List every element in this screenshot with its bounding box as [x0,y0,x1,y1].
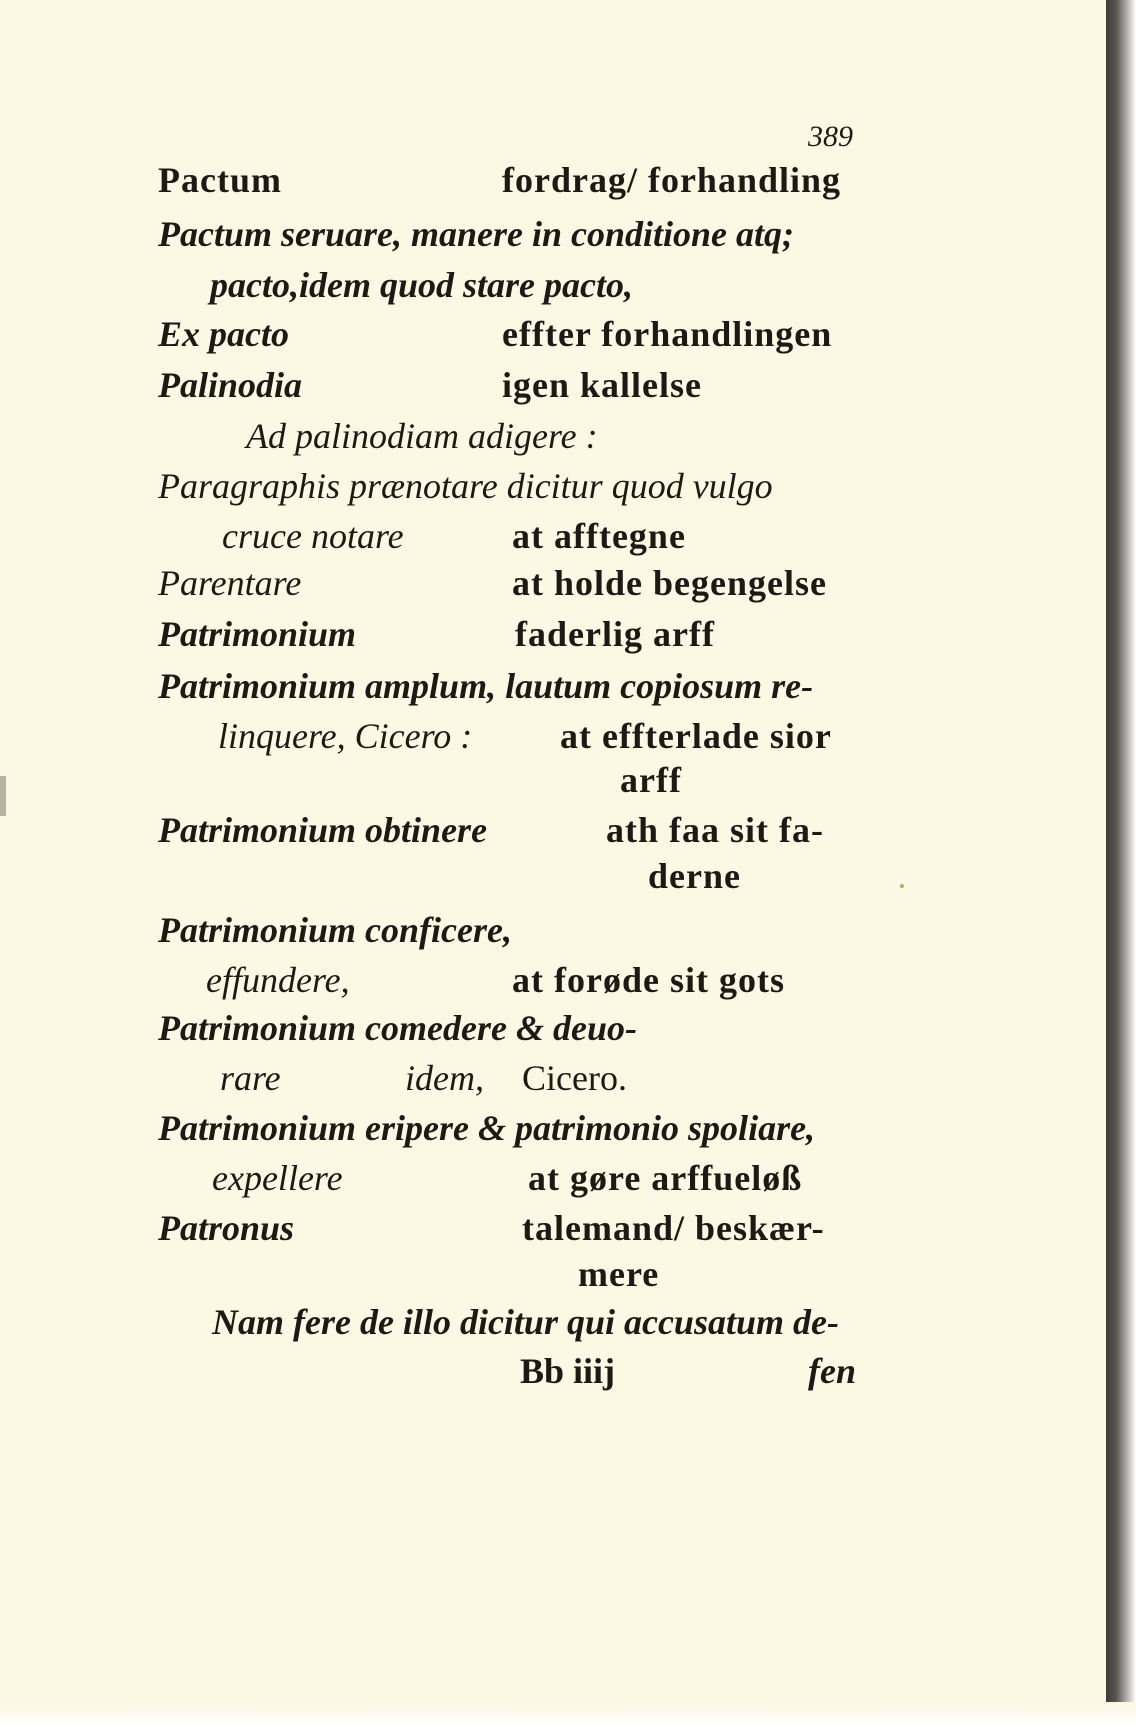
entry-translation: at holde begengelse [512,563,827,603]
entry-headword: expellere [212,1158,343,1198]
entry-translation: arff [620,760,682,800]
entry-translation: at gøre arffueløß [528,1158,803,1198]
entry-translation: igen kallelse [502,365,702,405]
entry-headword: Patronus [158,1208,295,1248]
entry-note: idem, [405,1058,484,1098]
entry-translation: talemand/ beskær- [522,1208,825,1248]
entry-headword: Patrimonium [158,614,357,654]
entry-translation: effter forhandlingen [502,314,833,354]
entry-line: Patrimonium conficere, [158,910,512,950]
entry-translation: faderlig arff [515,614,715,654]
entry-headword: Patrimonium obtinere [158,810,488,850]
signature-mark: Bb iiij [520,1351,616,1391]
entry-headword: Pactum [158,160,282,200]
entry-translation: at effterlade sior [560,716,832,756]
entry-line: Paragraphis prænotare dicitur quod vulgo [158,466,773,506]
entry-translation: at forøde sit gots [512,960,785,1000]
bottom-edge [0,1702,1136,1726]
entry-source: Cicero. [522,1058,627,1098]
entry-translation: mere [578,1254,660,1294]
entry-line: Patrimonium comedere & deuo- [158,1008,637,1048]
entry-line: Patrimonium amplum, lautum copiosum re- [158,666,814,706]
entry-translation: derne [648,856,741,896]
entry-line: Nam fere de illo dicitur qui accusatum de- [212,1302,839,1342]
binding-shadow [1106,0,1136,1726]
entry-line: Patrimonium eripere & patrimonio spoliare, [158,1108,816,1148]
entry-headword: effundere, [206,960,350,1000]
entry-headword: Ex pacto [158,314,289,354]
entry-line: Pactum seruare, manere in conditione atq; [158,214,795,254]
entry-headword: cruce notare [222,516,404,556]
page-number: 389 [808,120,853,153]
entry-line: pacto,idem quod stare pacto, [210,265,633,305]
edge-mark [0,776,6,816]
entry-line: Ad palinodiam adigere : [246,416,598,456]
entry-translation: ath faa sit fa- [606,810,824,850]
entry-translation: fordrag/ forhandling [502,160,842,200]
entry-translation: at afftegne [512,516,686,556]
entry-headword: rare [220,1058,281,1098]
entry-headword: linquere, Cicero : [218,716,473,756]
entry-headword: Palinodia [158,365,303,405]
entry-headword: Parentare [158,563,302,603]
paper-speck [900,884,904,888]
catchword: fen [808,1351,856,1391]
